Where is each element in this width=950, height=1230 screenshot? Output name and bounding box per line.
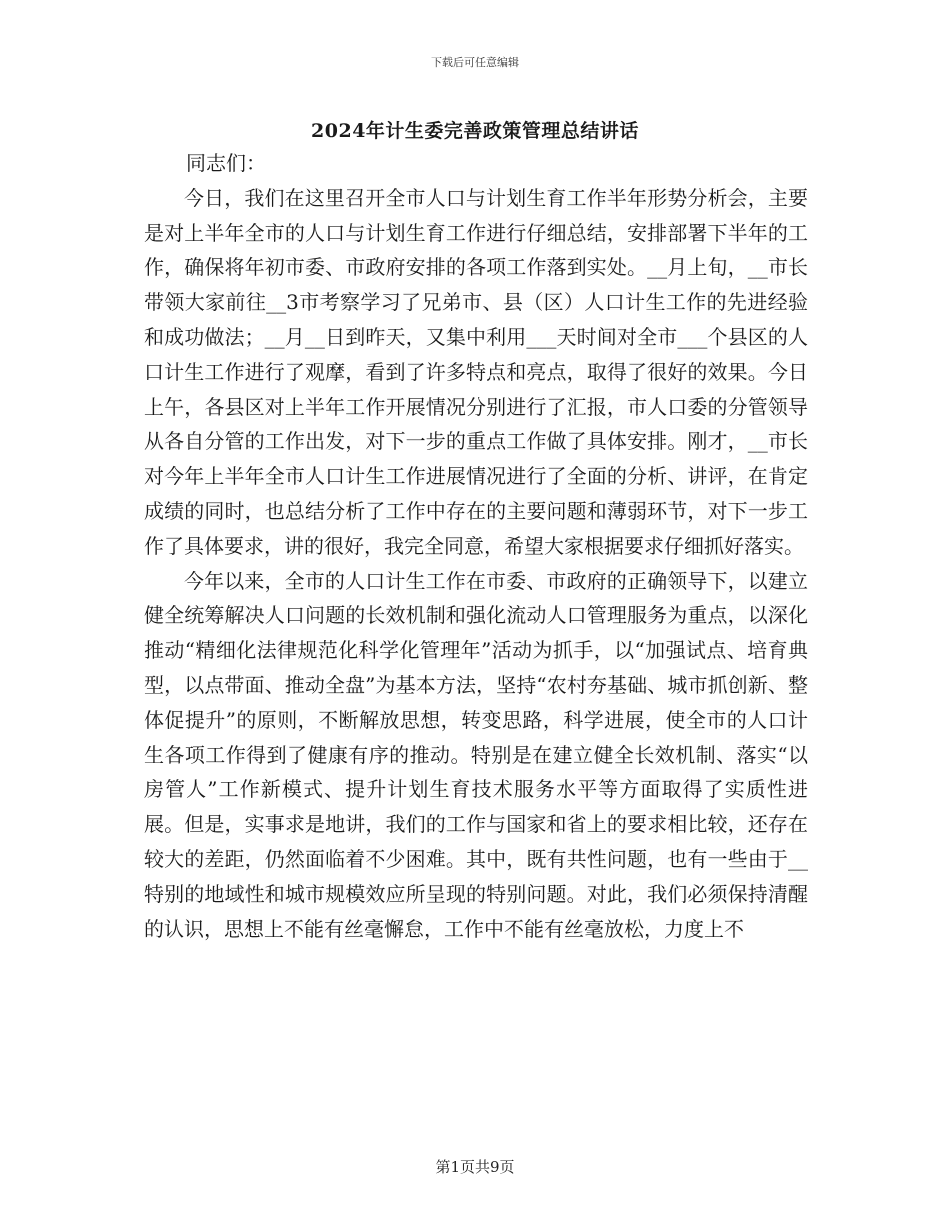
document-title: 2024年计生委完善政策管理总结讲话 — [311, 120, 639, 142]
paragraph-2: 今年以来，全市的人口计生工作在市委、市政府的正确领导下，以建立健全统筹解决人口问题的长效机制和强化流动人口管理服务为重点，以深化推动“精细化法律规范化科学化管理年”活动为抓手，以“加强试点、培育典型，以点带面、推动全盘”为基本方法，坚持“农村夯基础、城市抓创新、整体促提升”的原则，不断解放思想，转变思路，科学进展，使全市的人口计生各项工作得到了健康有序的推动。特别是在建立健全长效机制、落实“以房管人”工作新模式、提升计划生育技术服务水平等方面取得了实质性进展。但是，实事求是地讲，我们的工作与国家和省上的要求相比较，还存在较大的差距，仍然面临着不少困难。其中，既有共性问题，也有一些由于__特别的地域性和城市规模效应所呈现的特别问题。对此，我们必须保持清醒的认识，思想上不能有丝毫懈怠，工作中不能有丝毫放松，力度上不 — [144, 568, 808, 941]
document-body — [144, 146, 808, 946]
page-indicator: 第1页共9页 — [435, 1158, 515, 1176]
salutation: 同志们： — [186, 151, 266, 175]
header-note: 下载后可任意编辑 — [431, 56, 519, 69]
paragraph-1: 今日，我们在这里召开全市人口与计划生育工作半年形势分析会，主要是对上半年全市的人口与计划生育工作进行仔细总结，安排部署下半年的工作，确保将年初市委、市政府安排的各项工作落到实处。__月上旬，__市长带领大家前往__3市考察学习了兄弟市、县（区）人口计生工作的先进经验和成功做法；__月__日到昨天，又集中利用___天时间对全市___个县区的人口计生工作进行了观摩，看到了许多特点和亮点，取得了很好的效果。今日上午，各县区对上半年工作开展情况分别进行了汇报，市人口委的分管领导从各自分管的工作出发，对下一步的重点工作做了具体安排。刚才，__市长对今年上半年全市人口计生工作进展情况进行了全面的分析、讲评，在肯定成绩的同时，也总结分析了工作中存在的主要问题和薄弱环节，对下一步工作了具体要求，讲的很好，我完全同意，希望大家根据要求仔细抓好落实。 — [144, 185, 808, 558]
